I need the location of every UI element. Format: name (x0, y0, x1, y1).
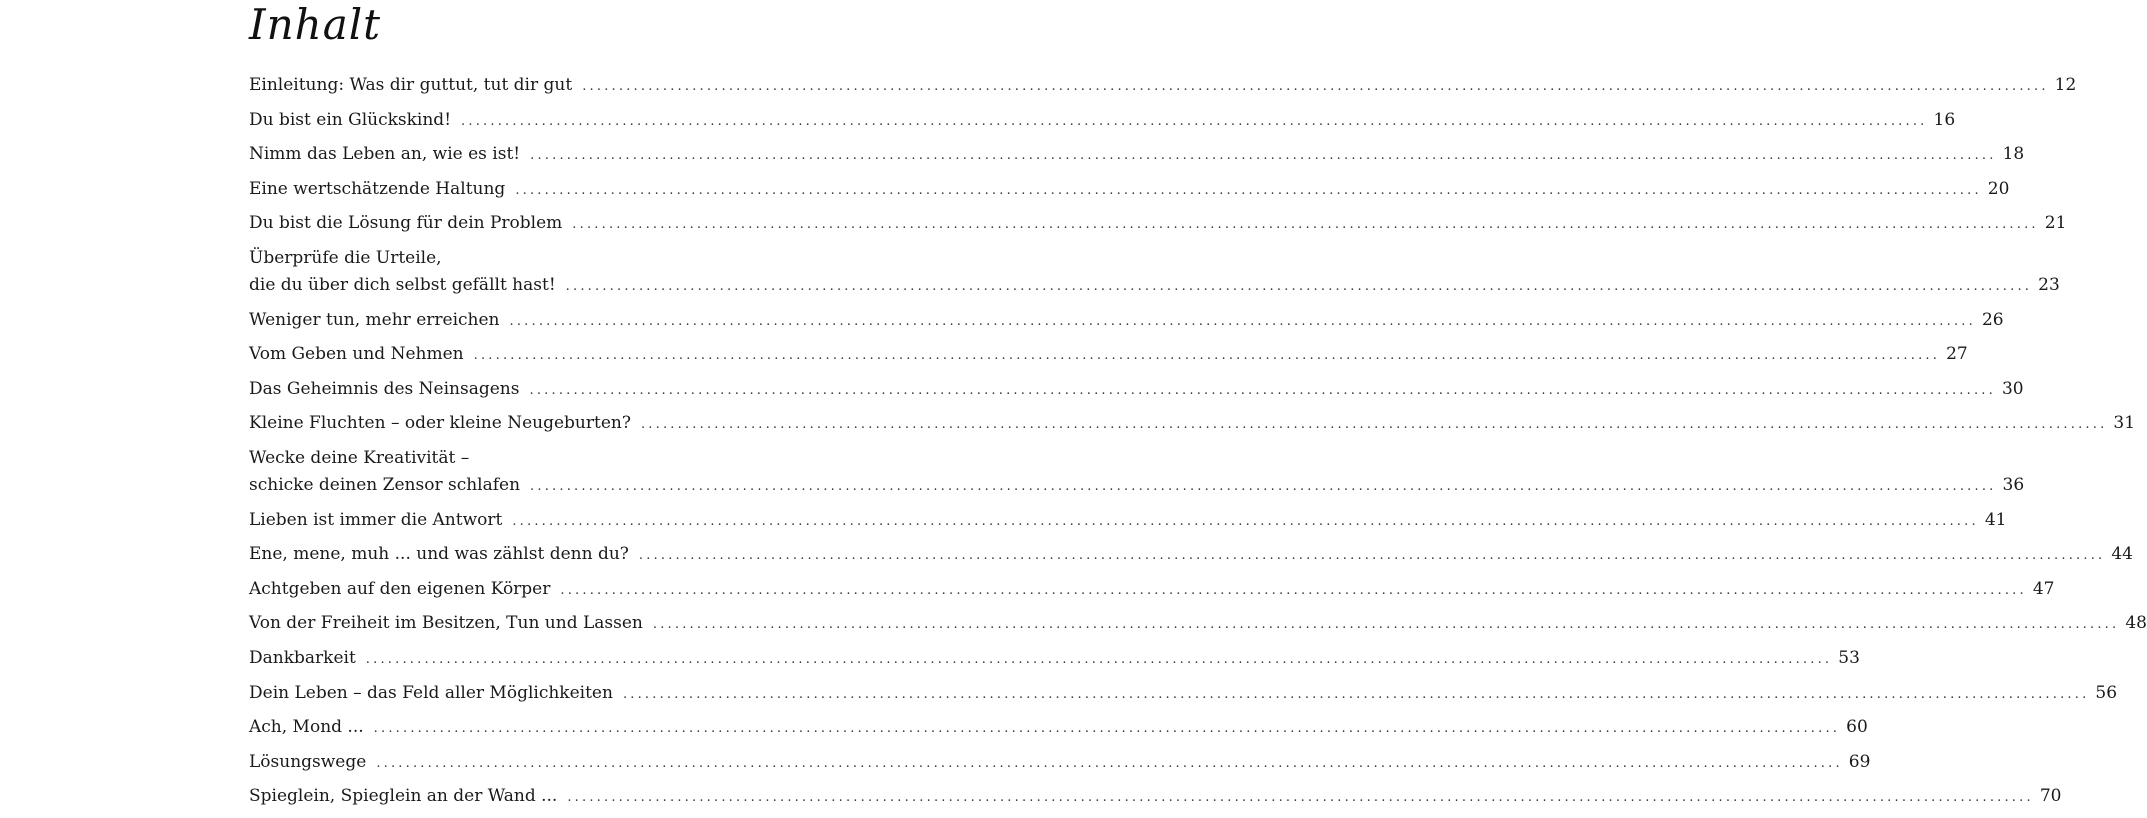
toc-entry-title: die du über dich selbst gefällt hast! (249, 274, 556, 295)
toc-entry (249, 341, 1968, 369)
toc-entry (249, 541, 2133, 569)
dot-leader: ........................................................................................................................................................................................................ (530, 148, 1997, 164)
toc-entry-title: Dankbarkeit (249, 647, 356, 668)
toc-entry-row (249, 541, 2133, 569)
dot-leader: ........................................................................................................................................................................................................ (640, 417, 2108, 433)
dot-leader: ........................................................................................................................................................................................................ (512, 513, 1979, 529)
toc-entry-page-number: 16 (1933, 109, 1956, 130)
toc-entry-page-number: 12 (2054, 75, 2077, 95)
dot-leader: ........................................................................................................................................................................................................ (373, 721, 1841, 737)
toc-entry-row (249, 783, 2062, 811)
toc-entry-row (249, 141, 2025, 169)
toc-entry-title: Ene, mene, muh ... und was zählst denn du? (249, 544, 629, 565)
toc-entry (249, 680, 2118, 708)
dot-leader: ........................................................................................................................................................................................................ (572, 217, 2039, 233)
toc-entry-row (249, 307, 2004, 335)
toc-entry-title: Weniger tun, mehr erreichen (249, 309, 500, 330)
toc-entry (249, 376, 2024, 404)
toc-entry-title: Dein Leben – das Feld aller Möglichkeiten (249, 682, 613, 703)
dot-leader: ........................................................................................................................................................................................................ (565, 278, 2033, 294)
toc-entry (249, 610, 2147, 638)
toc-entry-row (249, 645, 1860, 673)
dot-leader: ........................................................................................................................................................................................................ (365, 651, 1833, 667)
toc-entry-row (249, 376, 2024, 404)
toc-entry-page-number: 31 (2113, 413, 2136, 434)
toc-entry-title: Kleine Fluchten – oder kleine Neugeburten? (249, 413, 631, 434)
toc-entry (249, 410, 2136, 438)
toc-entry-page-number: 47 (2032, 578, 2055, 599)
toc-entry-title: Einleitung: Was dir guttut, tut dir gut (249, 75, 573, 95)
toc-entry-title: Eine wertschätzende Haltung (249, 178, 506, 199)
toc-entry-title: Spieglein, Spieglein an der Wand ... (249, 786, 558, 807)
toc-entry-page-number: 41 (1984, 509, 2007, 530)
toc-entry-page-number: 53 (1838, 647, 1860, 668)
toc-entry-page-number: 21 (2044, 213, 2067, 234)
toc-entry-title-line: Wecke deine Kreativität – (249, 447, 470, 468)
toc-entry-row (249, 341, 1968, 369)
toc-entry (249, 507, 2007, 535)
toc-entry-page-number: 36 (2002, 474, 2025, 495)
toc-entry-title: Ach, Mond ... (249, 717, 364, 738)
dot-leader: ........................................................................................................................................................................................................ (473, 348, 1941, 364)
dot-leader: ........................................................................................................................................................................................................ (622, 686, 2090, 702)
dot-leader: ........................................................................................................................................................................................................ (582, 79, 2049, 94)
toc-entry (249, 714, 1868, 742)
toc-entry-title: Das Geheimnis des Neinsagens (249, 378, 520, 399)
toc-entry-page-number: 27 (1946, 344, 1968, 365)
toc-entry (249, 72, 2077, 100)
toc-entry (249, 141, 2025, 169)
toc-entry-page-number: 48 (2125, 613, 2147, 634)
toc-entry-page-number: 44 (2111, 544, 2133, 565)
toc-entry (249, 176, 2010, 204)
toc-entry-title-line: Überprüfe die Urteile, (249, 247, 442, 268)
toc-entry-title: schicke deinen Zensor schlafen (249, 474, 521, 495)
toc-entry (249, 245, 2060, 300)
toc-entry-page-number: 20 (1987, 178, 2010, 199)
toc-entry-row (249, 72, 2077, 100)
page-title: Inhalt (249, 0, 382, 49)
dot-leader: ........................................................................................................................................................................................................ (376, 755, 1843, 771)
toc-entry (249, 576, 2055, 604)
dot-leader: ........................................................................................................................................................................................................ (567, 790, 2034, 806)
toc-entry-title: Vom Geben und Nehmen (249, 344, 464, 365)
toc-entry-title: Du bist ein Glückskind! (249, 109, 452, 130)
toc-entry-row (249, 749, 1871, 777)
toc-entry (249, 210, 2067, 238)
toc-entry-page-number: 30 (2001, 378, 2024, 399)
dot-leader: ........................................................................................................................................................................................................ (529, 382, 1996, 398)
toc-entry (249, 307, 2004, 335)
toc-entry-row (249, 107, 1956, 135)
toc-entry-row (249, 507, 2007, 535)
toc-entry-title: Nimm das Leben an, wie es ist! (249, 144, 521, 165)
toc-entry-row (249, 680, 2118, 708)
dot-leader: ........................................................................................................................................................................................................ (509, 313, 1976, 329)
dot-leader: ........................................................................................................................................................................................................ (560, 582, 2027, 598)
toc-entry-title: Von der Freiheit im Besitzen, Tun und Lassen (249, 613, 643, 634)
table-of-contents (249, 72, 2147, 818)
toc-entry (249, 445, 2025, 500)
toc-entry (249, 107, 1956, 135)
toc-entry-row (249, 272, 2060, 300)
toc-entry (249, 645, 1860, 673)
dot-leader: ........................................................................................................................................................................................................ (652, 617, 2120, 633)
toc-entry-row (249, 210, 2067, 238)
toc-entry (249, 783, 2062, 811)
toc-entry-row (249, 472, 2025, 500)
toc-entry-title: Lösungswege (249, 751, 367, 772)
toc-entry-page-number: 69 (1848, 751, 1871, 772)
toc-entry-page-number: 60 (1846, 717, 1868, 738)
toc-entry-row (249, 576, 2055, 604)
dot-leader: ........................................................................................................................................................................................................ (530, 478, 1997, 494)
toc-entry-page-number: 23 (2038, 274, 2060, 295)
toc-entry-page-number: 70 (2039, 786, 2062, 807)
dot-leader: ........................................................................................................................................................................................................ (515, 182, 1982, 198)
toc-entry-title: Du bist die Lösung für dein Problem (249, 213, 563, 234)
toc-entry-row (249, 176, 2010, 204)
toc-entry-page-number: 26 (1981, 309, 2004, 330)
toc-entry (249, 749, 1871, 777)
dot-leader: ........................................................................................................................................................................................................ (461, 113, 1928, 129)
toc-entry-row (249, 610, 2147, 638)
toc-entry-page-number: 56 (2095, 682, 2118, 703)
toc-entry-row (249, 714, 1868, 742)
toc-entry-row (249, 410, 2136, 438)
toc-entry-title: Achtgeben auf den eigenen Körper (249, 578, 551, 599)
toc-entry-title: Lieben ist immer die Antwort (249, 509, 503, 530)
toc-entry-page-number: 18 (2002, 144, 2025, 165)
dot-leader: ........................................................................................................................................................................................................ (638, 548, 2106, 564)
